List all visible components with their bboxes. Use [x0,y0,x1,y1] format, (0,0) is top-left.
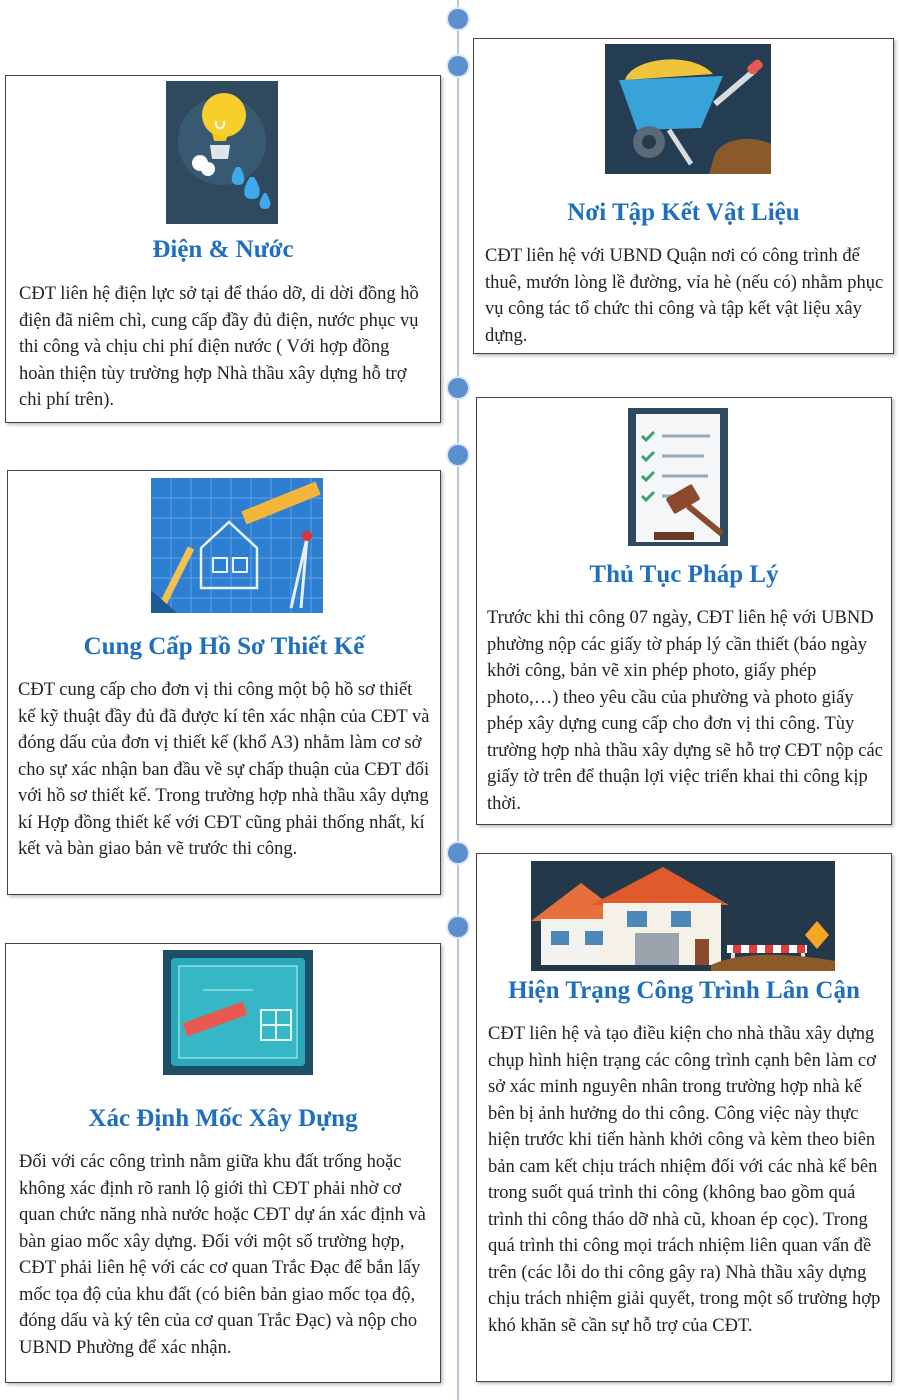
timeline-dot [448,378,468,398]
card-title: Cung Cấp Hồ Sơ Thiết Kế [83,633,365,660]
card-text: CĐT liên hệ và tạo điều kiện cho nhà thầu xây dựng chụp hình hiện trạng các công trình cạnh bên làm cơ sở xác minh nguyên nhân trong trường hợp nhà kế bên bị ảnh hưởng do thi công. Công việc này thực hiện trước khi tiến hành khởi công và kèm theo biên bản cam kết chịu trách nhiệm đối với các nhà kế bên trong suốt quá trình thi công (không bao gồm quá trình thi công tháo dỡ nhà cũ, khoan ép cọc). Trong quá trình thi công mọi trách nhiệm liên quan vấn đề trên (các lỗi do thi công gây ra) Nhà thầu xây dựng chịu trách nhiệm giải quyết, trong một số trường hợp khó khăn sẽ cần sự hỗ trợ của CĐT. [488,1024,881,1336]
card-dien-nuoc [5,75,441,423]
timeline-dot [448,56,468,76]
card-moc-xay-dung [5,943,441,1383]
card-title: Thủ Tục Pháp Lý [589,561,779,588]
card-ho-so [7,470,441,895]
card-thu-tuc [476,397,892,825]
blueprint-icon [151,478,323,613]
card-noi-tap-ket [473,38,894,354]
card-title: Điện & Nước [152,236,294,263]
timeline-dot [448,445,468,465]
card-text: Đối với các công trình nằm giữa khu đất trống hoặc không xác định rõ ranh lộ giới thì CĐT phải nhờ cơ quan chức năng nhà nước hoặc CĐT dự án xác định và bàn giao mốc xây dựng. Đối với một số trường hợp, CĐT phải liên hệ với các cơ quan Trắc Đạc để bắn lấy mốc tọa độ của khu đất (có biên bản giao mốc tọa độ, đóng dấu và ký tên của cơ quan Trắc Đạc) và nộp cho UBND Phường để xác nhận. [19,1152,426,1358]
card-text: CĐT liên hệ điện lực sở tại để tháo dỡ, di dời đồng hồ điện đã niêm chì, cung cấp đầy đủ điện, nước phục vụ thi công và chịu chi phí điện nước ( Với hợp đồng hoàn thiện tùy trường hợp Nhà thầu xây dựng hỗ trợ chi phí trên). [19,284,419,410]
wheelbarrow-icon [605,44,771,174]
checklist-gavel-icon [624,406,738,548]
lightbulb-water-icon [166,81,278,224]
card-title: Xác Định Mốc Xây Dựng [88,1105,358,1132]
card-title: Nơi Tập Kết Vật Liệu [567,199,800,226]
card-text: CĐT cung cấp cho đơn vị thi công một bộ hồ sơ thiết kế kỹ thuật đầy đủ đã được kí tên xác nhận của CĐT và đóng dấu của đơn vị thiết kế (khổ A3) nhằm làm cơ sở cho sự xác nhận ban đầu về sự chấp thuận của CĐT đối với hồ sơ thiết kế. Trong trường hợp nhà thầu xây dựng kí Hợp đồng thiết kế với CĐT cũng phải thống nhất, kí kết và bàn giao bản vẽ trước thi công. [18,680,430,859]
house-construction-icon [531,861,835,971]
plan-ruler-icon [163,950,313,1075]
card-title: Hiện Trạng Công Trình Lân Cận [508,977,860,1004]
timeline-dot [448,9,468,29]
timeline-dot [448,917,468,937]
timeline-dot [448,843,468,863]
card-hien-trang [476,853,892,1382]
timeline-line [457,0,459,1400]
card-text: CĐT liên hệ với UBND Quận nơi có công trình để thuê, mướn lòng lề đường, vỉa hè (nếu có) nhằm phục vụ công tác tổ chức thi công và tập kết vật liệu xây dựng. [485,246,884,346]
card-text: Trước khi thi công 07 ngày, CĐT liên hệ với UBND phường nộp các giấy tờ pháp lý cần thiết (báo ngày khởi công, bản vẽ xin phép photo, giấy phép photo,…) theo yêu cầu của phường và photo giấy phép xây dựng cung cấp cho đơn vị thi công. Tùy trường hợp nhà thầu xây dựng sẽ hỗ trợ CĐT nộp các giấy tờ trên để thuận lợi việc triển khai thi công kịp thời. [487,608,883,814]
